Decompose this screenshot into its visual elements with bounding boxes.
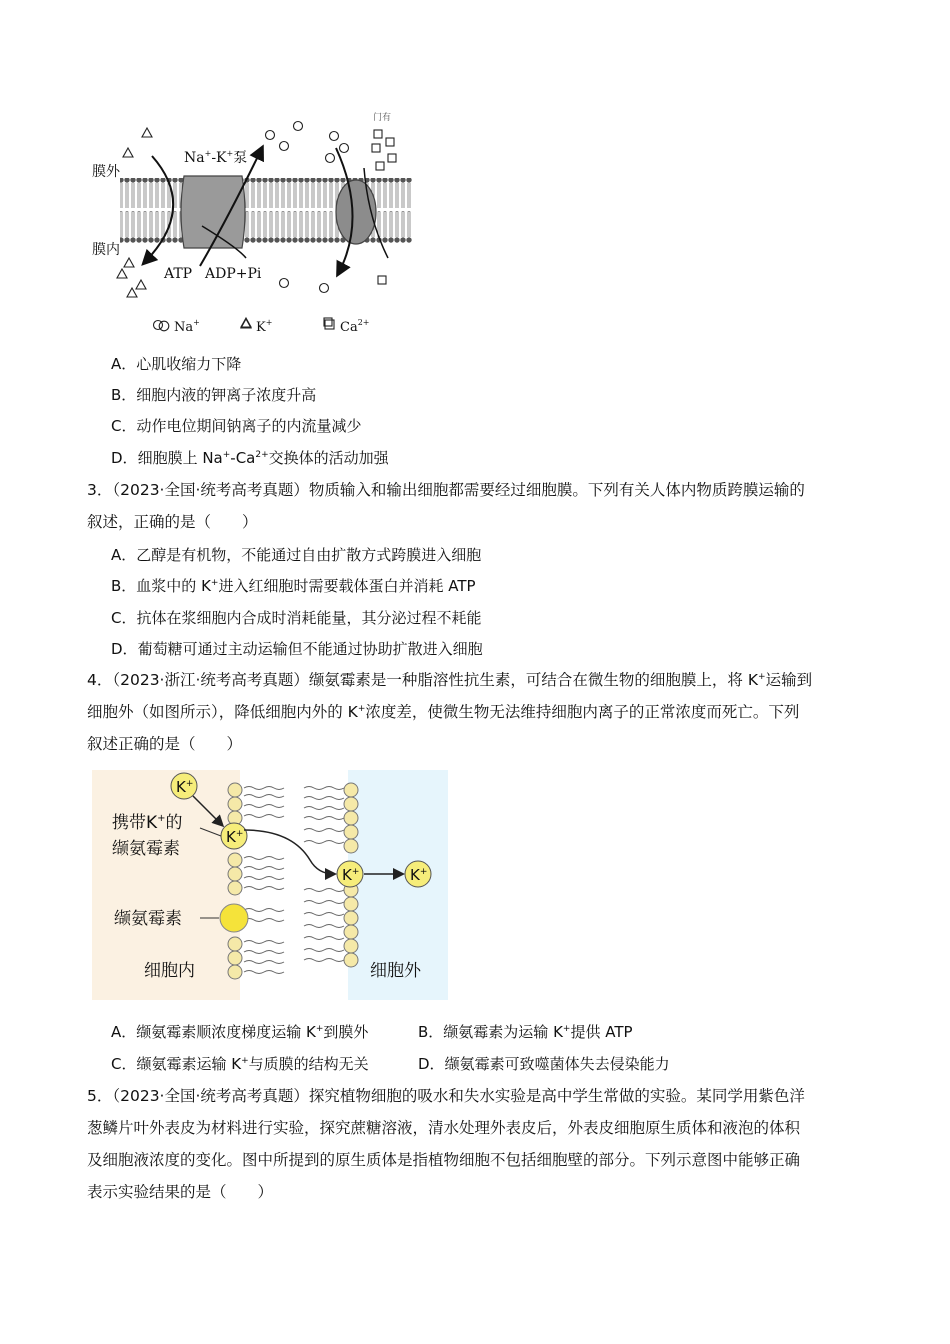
valinomycin-empty — [220, 904, 248, 932]
q2-option-d: D．细胞膜上 $Na^+-Ca^{2+}$交换体的活动加强 — [111, 449, 389, 467]
outside-label: 细胞外 — [370, 961, 421, 981]
q3-option-d: D．葡萄糖可通过主动运输但不能通过协助扩散进入细胞 — [111, 640, 483, 658]
carrier-label-line2: 缬氨霉素 — [112, 839, 180, 859]
corner-text: 门有 — [373, 113, 392, 123]
ca-exchanger-protein — [336, 180, 376, 244]
q4-option-d: D．缬氨霉素可致噬菌体失去侵染能力 — [418, 1055, 670, 1073]
valinomycin-figure — [92, 770, 448, 1000]
q4-option-c: C．缬氨霉素运输 K+与质膜的结构无关 — [111, 1055, 369, 1073]
adp-label: ADP+Pi — [205, 266, 262, 282]
q2-option-a: A．心肌收缩力下降 — [111, 355, 242, 373]
legend-na-icon — [159, 321, 169, 331]
pump-label: Na+-K+泵 — [184, 149, 248, 166]
q3-option-a: A．乙醇是有机物，不能通过自由扩散方式跨膜进入细胞 — [111, 546, 482, 564]
k-text-free-inside: K+ — [176, 778, 194, 796]
q3-option-b: B．血浆中的 K+进入红细胞时需要载体蛋白并消耗 ATP — [111, 577, 476, 595]
q4-option-b: B．缬氨霉素为运输 K+提供 ATP — [418, 1023, 633, 1041]
atp-label: ATP — [164, 266, 193, 282]
q3-option-c: C．抗体在浆细胞内合成时消耗能量，其分泌过程不耗能 — [111, 609, 482, 627]
q2-option-c: C．动作电位期间钠离子的内流量减少 — [111, 417, 362, 435]
label-inside: 膜内 — [92, 242, 120, 258]
membrane-tails — [244, 787, 344, 974]
legend-na-label: Na+ — [174, 318, 200, 335]
q5-stem: 5．（2023·全国·统考高考真题）探究植物细胞的吸水和失水实验是高中学生常做的实验。某同学用紫色洋 葱鳞片叶外表皮为材料进行实验，探究蔗糖溶液，清水处理外表皮后，外表皮细胞原生质体和液泡的体积 及细胞液浓度的变化。图中所提到的原生质体是指植物细胞不包括细胞壁的部分。下列示意图中能够正确 表示实验结果的是（ ） — [87, 1087, 805, 1201]
legend-ca-icon — [325, 320, 334, 329]
k-text-carrier-outside: K+ — [342, 866, 360, 884]
inside-label: 细胞内 — [144, 961, 195, 981]
carrier-label-line1: 携带K+的 — [112, 813, 183, 833]
q4-option-a: A．缬氨霉素顺浓度梯度运输 K+到膜外 — [111, 1023, 369, 1041]
legend-k-label: K+ — [256, 318, 273, 335]
valinomycin-diagram — [92, 770, 448, 1000]
valinomycin-label: 缬氨霉素 — [114, 909, 182, 929]
membrane-pump-figure — [88, 108, 418, 340]
k-text-free-outside: K+ — [410, 866, 428, 884]
q2-option-b: B．细胞内液的钾离子浓度升高 — [111, 386, 317, 404]
k-text-carrier-inside: K+ — [226, 828, 244, 846]
q4-stem: 4．（2023·浙江·统考高考真题）缬氨霉素是一种脂溶性抗生素，可结合在微生物的细胞膜上，将 K+运输到 细胞外（如图所示），降低细胞内外的 K+浓度差，使微生物无法维持细胞内离子的正常浓度而死亡。下列 叙述正确的是（ ） — [87, 671, 813, 753]
q3-stem: 3．（2023·全国·统考高考真题）物质输入和输出细胞都需要经过细胞膜。下列有关人体内物质跨膜运输的 叙述，正确的是（ ） — [87, 481, 805, 531]
na-k-pump-protein — [181, 176, 245, 248]
membrane-pump-diagram — [88, 108, 418, 340]
legend-ca-label: $Ca^{2+}$ — [340, 318, 370, 335]
label-outside: 膜外 — [92, 164, 120, 180]
